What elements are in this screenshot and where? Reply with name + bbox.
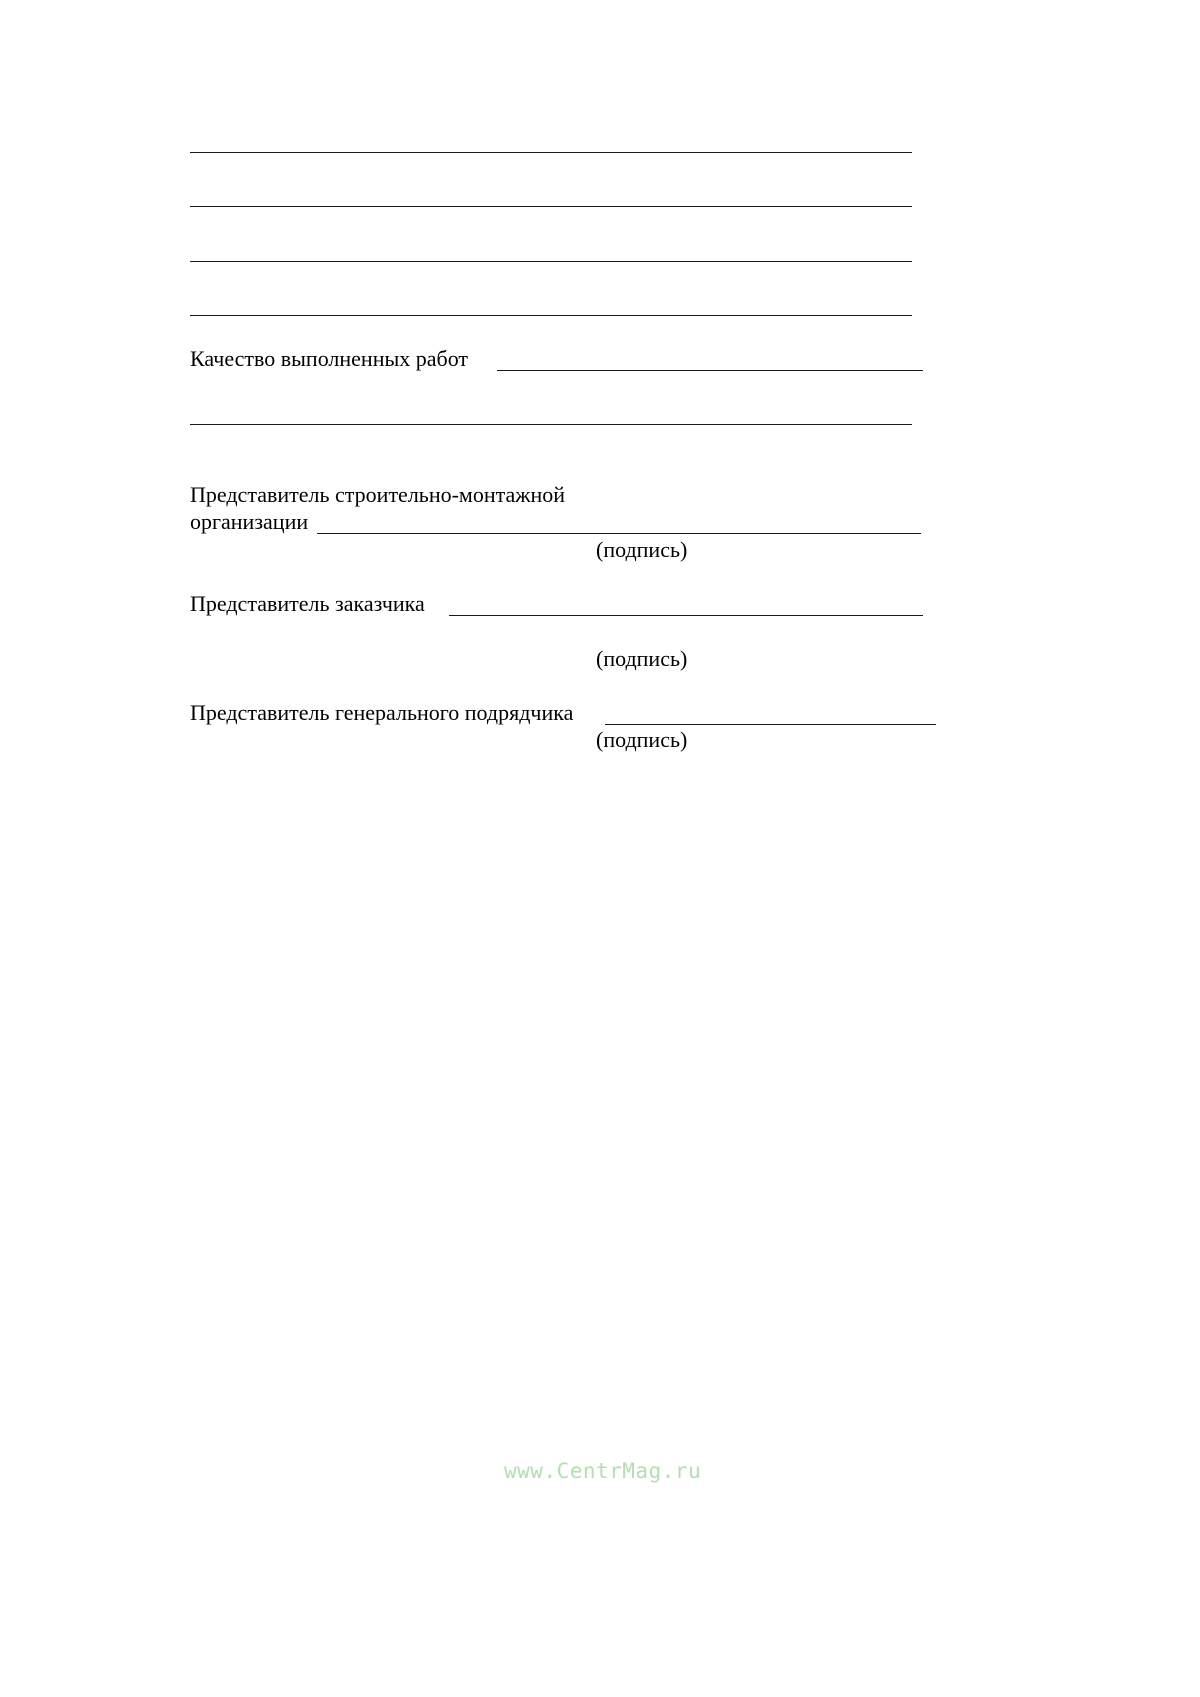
rep-customer-signature-line — [449, 615, 923, 616]
signature-caption-customer: (подпись) — [596, 646, 688, 671]
blank-line-4 — [190, 315, 912, 316]
rep-general-contractor-label: Представитель генерального подрядчика — [190, 700, 574, 725]
blank-line-3 — [190, 261, 912, 262]
blank-line-1 — [190, 152, 912, 153]
blank-line-2 — [190, 206, 912, 207]
rep-construction-label-line1: Представитель строительно-монтажной — [190, 482, 566, 507]
rep-general-contractor-signature-line — [605, 724, 936, 725]
signature-caption-construction: (подпись) — [596, 537, 688, 562]
rep-customer-label: Представитель заказчика — [190, 591, 425, 616]
watermark-text: www.CentrMag.ru — [504, 1459, 702, 1483]
rep-construction-label-line2: организации — [190, 509, 309, 534]
quality-label: Качество выполненных работ — [190, 346, 469, 371]
quality-fill-line — [497, 370, 923, 371]
blank-line-5 — [190, 424, 912, 425]
rep-construction-signature-line — [317, 533, 921, 534]
signature-caption-general-contractor: (подпись) — [596, 727, 688, 752]
